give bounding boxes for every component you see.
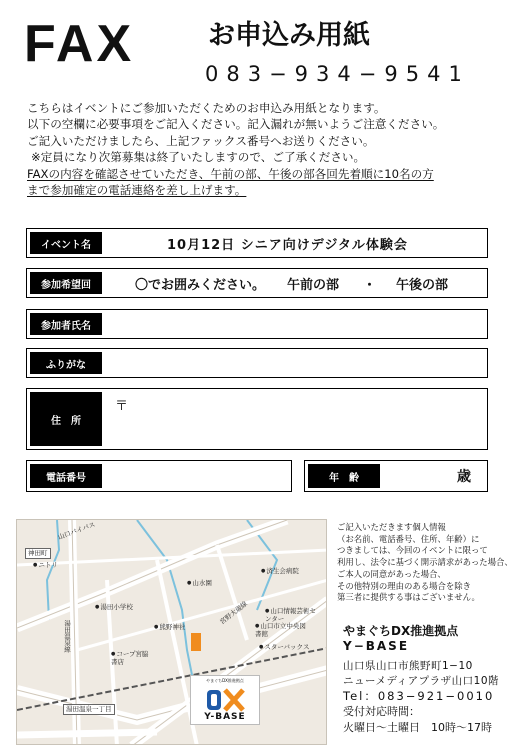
furigana-row <box>26 348 488 378</box>
privacy-line: その他特別の理由のある場合を除き <box>337 580 471 591</box>
ybase-location-marker <box>191 633 201 651</box>
map-poi-yuda-school: ● 湯田小学校 <box>95 602 133 611</box>
map-poi-coop: ● コープ宮脇書店 <box>111 650 151 666</box>
logo-name: Y-BASE <box>204 712 246 722</box>
org-short-name: Y−BASE <box>343 639 410 654</box>
intro-text <box>27 100 507 198</box>
privacy-line: ご本人の同意があった場合、 <box>337 568 446 579</box>
privacy-line: ご記入いただきます個人情報 <box>337 522 446 532</box>
address-row <box>26 388 488 450</box>
map-poi-starbucks: ● スターバックス <box>259 642 310 651</box>
postal-mark: 〒 <box>115 399 129 414</box>
address-label: 住 所 <box>30 392 102 446</box>
preference-instruction: 〇でお囲みください。 <box>135 277 266 293</box>
map-poi-sansuien: ● 山水園 <box>187 578 212 587</box>
intro-line: 以下の空欄に必要事項をご記入ください。記入漏れが無いようご注意ください。 <box>27 117 445 132</box>
option-separator: ・ <box>363 277 377 293</box>
age-label: 年 齢 <box>308 464 380 488</box>
page-title: お申込み用紙 <box>208 20 370 51</box>
org-hours-label: 受付対応時間： <box>343 705 420 719</box>
privacy-line: 第三者に提供する事はございません。 <box>337 592 480 603</box>
organization-info <box>343 624 499 735</box>
privacy-line: つきましては、今回のイベントに限って <box>337 545 488 556</box>
map-label-miyano: 宮野大歳線 <box>218 599 249 627</box>
org-tel: Tel：083−921−0010 <box>343 689 495 704</box>
age-row <box>304 460 488 492</box>
name-row <box>26 309 488 339</box>
privacy-line: 利用し、法令に基づく開示請求があった場合、 <box>337 557 513 568</box>
event-value: 10月12日 シニア向けデジタル体験会 <box>167 237 408 253</box>
furigana-field[interactable] <box>105 349 487 377</box>
map-label-yuda-onsen: 湯田温泉一丁目 <box>63 704 115 715</box>
event-label: イベント名 <box>30 232 102 254</box>
map-poi-nitori: ● ニトリ <box>33 560 58 569</box>
phone-label: 電話番号 <box>30 464 102 488</box>
map-poi-library: ● 山口市立中央図書館 <box>255 622 311 638</box>
logo-caption: やまぐちDX推進拠点 <box>206 678 244 683</box>
privacy-line: （お名前、電話番号、住所、年齢）に <box>337 533 480 544</box>
age-field[interactable] <box>383 461 487 491</box>
org-name: やまぐちDX推進拠点 <box>343 624 459 638</box>
map-label-kamitake: 神田町 <box>25 548 51 559</box>
map-poi-kumano: ● 熊野神社 <box>154 622 185 631</box>
org-address-1: 山口県山口市熊野町1−10 <box>343 659 473 672</box>
map-label-bypass: 山口バイパス <box>56 520 97 542</box>
access-map <box>16 519 327 745</box>
event-row <box>26 228 488 258</box>
intro-underlined-line: まで参加確定の電話連絡を差し上げます。 <box>27 183 247 198</box>
intro-line: ご記入いただけましたら、上記ファックス番号へお送りください。 <box>27 133 375 148</box>
phone-row <box>26 460 292 492</box>
phone-field[interactable] <box>105 461 291 491</box>
preference-label: 参加希望回 <box>30 272 102 294</box>
privacy-notice <box>337 522 513 604</box>
intro-underlined-line: FAXの内容を確認させていただき、午前の部、午後の部各回先着順に10名の方 <box>27 166 434 181</box>
fax-number: 083−934−9541 <box>205 62 470 86</box>
fax-heading: FAX <box>24 15 135 73</box>
org-hours: 火曜日〜土曜日 10時〜17時 <box>343 720 492 734</box>
option-am[interactable]: 午前の部 <box>287 277 340 293</box>
furigana-label: ふりがな <box>30 352 102 374</box>
age-suffix: 歳 <box>457 469 471 485</box>
dx-logo-icon <box>205 688 245 712</box>
intro-line: こちらはイベントにご参加いただくためのお申込み用紙となります。 <box>27 101 386 115</box>
org-address-2: ニューメディアプラザ山口10階 <box>343 674 499 687</box>
map-poi-jouhou: ● 山口情報芸術センター <box>265 607 317 623</box>
preference-options[interactable] <box>105 269 487 297</box>
intro-line: ※定員になり次第募集は終了いたしますので、ご了承ください。 <box>31 150 366 165</box>
map-poi-saiseikai: ● 済生会病院 <box>261 566 299 575</box>
name-label: 参加者氏名 <box>30 313 102 335</box>
ybase-logo <box>190 675 260 725</box>
address-field[interactable] <box>105 389 487 449</box>
option-pm[interactable]: 午後の部 <box>396 277 449 293</box>
map-label-yuda-line: 湯田温泉線 <box>63 620 71 653</box>
name-field[interactable] <box>105 310 487 338</box>
preference-row <box>26 268 488 298</box>
